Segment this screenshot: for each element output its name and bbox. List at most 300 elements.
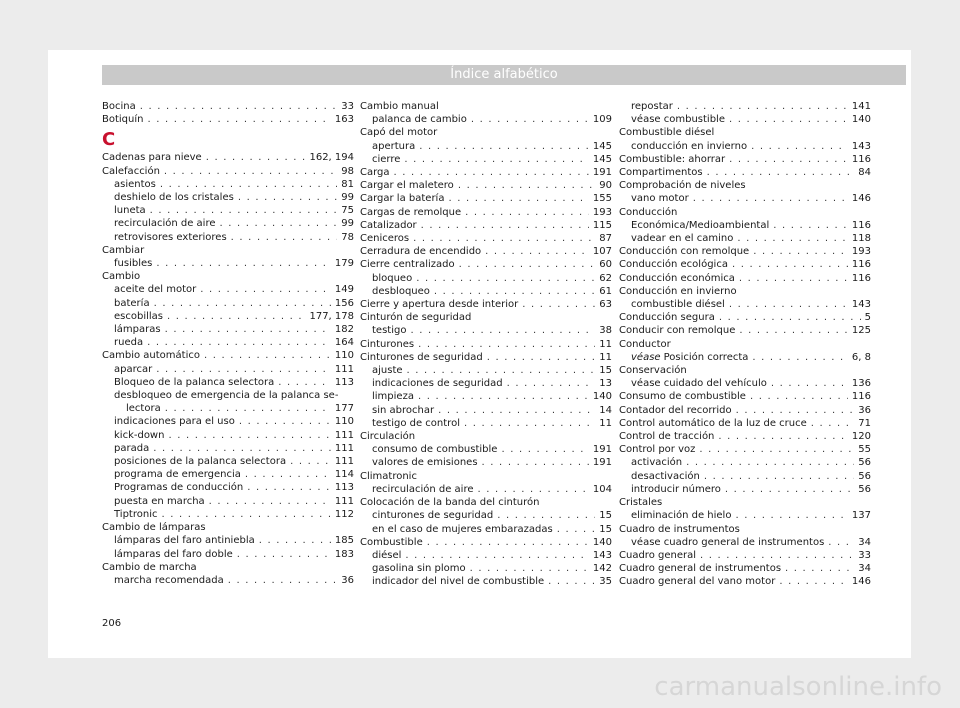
index-entry bbox=[102, 415, 354, 428]
index-term bbox=[372, 153, 400, 166]
index-term bbox=[372, 390, 414, 403]
dot-leader bbox=[773, 219, 848, 232]
index-term-text: gasolina sin plomo bbox=[372, 563, 466, 575]
index-page-ref: 116 bbox=[851, 259, 871, 271]
index-entry bbox=[102, 165, 354, 178]
index-entry bbox=[102, 100, 354, 113]
dot-leader bbox=[458, 179, 595, 192]
index-term bbox=[372, 364, 403, 377]
section-header: Índice alfabético bbox=[102, 65, 906, 85]
index-term bbox=[114, 548, 233, 561]
index-entry bbox=[360, 298, 612, 311]
index-term bbox=[631, 219, 769, 232]
index-term bbox=[114, 283, 196, 296]
dot-leader bbox=[725, 483, 854, 496]
dot-leader bbox=[228, 574, 338, 587]
index-term bbox=[360, 338, 414, 351]
index-entry bbox=[102, 204, 354, 217]
index-term bbox=[360, 206, 461, 219]
index-column-1 bbox=[102, 100, 354, 587]
index-term bbox=[114, 204, 146, 217]
index-term bbox=[619, 258, 728, 271]
index-term-text: lámparas del faro antiniebla bbox=[114, 535, 255, 547]
index-entry bbox=[360, 536, 612, 549]
index-term bbox=[619, 404, 732, 417]
index-term-text: Ceniceros bbox=[360, 233, 410, 245]
dot-leader bbox=[206, 151, 306, 164]
index-term bbox=[619, 311, 715, 324]
index-page-ref: 11 bbox=[599, 351, 612, 363]
index-entry bbox=[360, 523, 612, 536]
index-page-ref: 81 bbox=[341, 178, 354, 190]
index-entry bbox=[102, 468, 354, 481]
dot-leader bbox=[729, 153, 848, 166]
index-term-text: luneta bbox=[114, 205, 146, 217]
dot-leader bbox=[237, 548, 331, 561]
index-term-text: programa de emergencia bbox=[114, 469, 241, 481]
index-term-text: Tiptronic bbox=[114, 508, 158, 520]
index-term-text: diésel bbox=[372, 549, 402, 561]
index-term-text: Cerradura de encendido bbox=[360, 246, 482, 258]
index-term-text: lectora bbox=[126, 403, 161, 415]
index-term bbox=[631, 100, 673, 113]
index-group-heading: Combustible diésel bbox=[619, 127, 715, 139]
index-entry bbox=[619, 272, 871, 285]
index-entry bbox=[102, 455, 354, 468]
index-page-ref: 179 bbox=[334, 258, 354, 270]
index-page-ref: 162, 194 bbox=[309, 152, 354, 164]
dot-leader bbox=[150, 204, 338, 217]
index-term-text: Control de tracción bbox=[619, 431, 715, 443]
index-page-ref: 60 bbox=[599, 259, 612, 271]
index-entry bbox=[619, 430, 871, 443]
index-entry bbox=[619, 311, 871, 324]
dot-leader bbox=[418, 338, 595, 351]
dot-leader bbox=[482, 456, 589, 469]
index-term bbox=[114, 257, 152, 270]
index-term bbox=[360, 258, 455, 271]
index-term-text: Conducción segura bbox=[619, 312, 715, 324]
index-group-heading: Conservación bbox=[619, 365, 687, 377]
index-term-text: Programas de conducción bbox=[114, 482, 244, 494]
index-page-ref: 143 bbox=[851, 299, 871, 311]
index-term bbox=[114, 363, 152, 376]
index-page-ref: 99 bbox=[341, 192, 354, 204]
index-group-heading: Cinturón de seguridad bbox=[360, 312, 472, 324]
index-page-ref: 191 bbox=[592, 444, 612, 456]
dot-leader bbox=[828, 536, 854, 549]
index-term bbox=[619, 417, 807, 430]
dot-leader bbox=[245, 468, 331, 481]
index-entry bbox=[619, 153, 871, 166]
index-entry bbox=[619, 324, 871, 337]
index-entry bbox=[102, 113, 354, 126]
index-term bbox=[360, 245, 481, 258]
dot-leader bbox=[811, 417, 854, 430]
dot-leader bbox=[247, 481, 331, 494]
index-term-text: Control automático de la luz de cruce bbox=[619, 417, 807, 429]
index-page-ref: 191 bbox=[592, 457, 612, 469]
index-page-ref: 62 bbox=[599, 272, 612, 284]
manual-page bbox=[48, 50, 911, 658]
index-term-text: Consumo de combustible bbox=[619, 391, 746, 403]
index-term bbox=[372, 377, 503, 390]
dot-leader bbox=[231, 231, 338, 244]
dot-leader bbox=[686, 456, 854, 469]
index-term-text: Bocina bbox=[102, 101, 136, 112]
index-page-ref: 116 bbox=[851, 272, 871, 284]
index-group-heading: Cambio de lámparas bbox=[102, 522, 206, 534]
index-entry bbox=[360, 219, 612, 232]
index-term-text: Combustible: ahorrar bbox=[619, 153, 726, 165]
index-term-text: bloqueo bbox=[372, 272, 413, 284]
index-term bbox=[114, 442, 149, 455]
index-entry bbox=[619, 298, 871, 311]
index-page-ref: 146 bbox=[851, 193, 871, 205]
index-page-ref: 140 bbox=[851, 114, 871, 126]
index-page-ref: 145 bbox=[592, 153, 612, 165]
index-term bbox=[619, 562, 781, 575]
index-entry bbox=[360, 166, 612, 179]
index-term-text: Control por voz bbox=[619, 444, 696, 456]
index-entry bbox=[360, 509, 612, 522]
dot-leader bbox=[739, 272, 848, 285]
dot-leader bbox=[739, 324, 848, 337]
index-term bbox=[619, 430, 714, 443]
index-page-ref: 33 bbox=[341, 101, 354, 112]
index-term-text: Cargas de remolque bbox=[360, 206, 462, 218]
index-term bbox=[114, 323, 161, 336]
index-term-text: testigo de control bbox=[372, 417, 460, 429]
dot-leader bbox=[459, 258, 596, 271]
index-term-text: Conducción ecológica bbox=[619, 259, 728, 271]
index-entry bbox=[102, 534, 354, 547]
dot-leader bbox=[160, 178, 337, 191]
index-entry bbox=[102, 178, 354, 191]
index-term-text: indicaciones para el uso bbox=[114, 416, 235, 428]
dot-leader bbox=[735, 509, 847, 522]
index-entry bbox=[360, 338, 612, 351]
index-term bbox=[619, 166, 703, 179]
index-page-ref: 6, 8 bbox=[851, 351, 871, 363]
index-page-ref: 140 bbox=[592, 536, 612, 548]
index-entry bbox=[619, 245, 871, 258]
index-entry bbox=[360, 562, 612, 575]
index-term bbox=[372, 324, 406, 337]
index-term-text: Combustible bbox=[360, 536, 423, 548]
index-term bbox=[114, 534, 255, 547]
index-entry bbox=[360, 324, 612, 337]
index-entry bbox=[360, 245, 612, 258]
index-term bbox=[619, 549, 696, 562]
index-term-text: parada bbox=[114, 442, 150, 454]
index-term-text: cinturones de seguridad bbox=[372, 510, 494, 522]
index-entry bbox=[619, 377, 871, 390]
dot-leader bbox=[204, 349, 331, 362]
index-term bbox=[619, 272, 735, 285]
index-group-heading: Capó del motor bbox=[360, 127, 438, 139]
index-entry bbox=[102, 481, 354, 494]
index-page-ref: 56 bbox=[858, 457, 871, 469]
dot-leader bbox=[507, 377, 596, 390]
index-page-ref: 118 bbox=[851, 233, 871, 245]
index-entry bbox=[619, 390, 871, 403]
index-term-text: vano motor bbox=[631, 193, 689, 205]
index-term-text: Bloqueo de la palanca selectora bbox=[114, 376, 275, 388]
index-group-heading: Colocación de la banda del cinturón bbox=[360, 497, 540, 509]
index-entry bbox=[360, 179, 612, 192]
index-entry bbox=[619, 562, 871, 575]
index-term-text: Contador del recorrido bbox=[619, 404, 732, 416]
index-term bbox=[102, 113, 143, 126]
index-page-ref: 191 bbox=[592, 167, 612, 179]
dot-leader bbox=[718, 430, 848, 443]
index-page-ref: 163 bbox=[334, 114, 354, 126]
index-term-text: asientos bbox=[114, 178, 156, 190]
index-term-text: introducir número bbox=[631, 483, 721, 495]
index-group-heading: Cambiar bbox=[102, 244, 145, 256]
index-entry bbox=[360, 258, 612, 271]
index-page-ref: 36 bbox=[858, 404, 871, 416]
index-term bbox=[114, 178, 156, 191]
dot-leader bbox=[448, 192, 588, 205]
index-term bbox=[619, 245, 749, 258]
index-page-ref: 156 bbox=[334, 297, 354, 309]
dot-leader bbox=[147, 113, 330, 126]
index-term bbox=[631, 470, 700, 483]
index-term bbox=[619, 390, 746, 403]
index-term bbox=[360, 351, 483, 364]
index-entry bbox=[619, 470, 871, 483]
index-page-ref: 110 bbox=[334, 350, 354, 362]
index-group-heading: Conducción bbox=[619, 206, 678, 218]
index-term bbox=[102, 349, 200, 362]
index-term bbox=[631, 232, 733, 245]
index-page-ref: 146 bbox=[851, 576, 871, 588]
index-term-text: Cuadro general de instrumentos bbox=[619, 563, 782, 575]
index-page-ref: 109 bbox=[592, 114, 612, 126]
index-entry bbox=[102, 217, 354, 230]
index-term-text: Carga bbox=[360, 167, 390, 179]
index-page-ref: 90 bbox=[599, 180, 612, 192]
index-term-text: recirculación de aire bbox=[372, 483, 474, 495]
index-group-heading: Conductor bbox=[619, 338, 671, 350]
index-page-ref: 193 bbox=[851, 246, 871, 258]
index-entry bbox=[360, 417, 612, 430]
index-term-text: Cambio automático bbox=[102, 350, 200, 362]
index-entry bbox=[360, 351, 612, 364]
index-entry bbox=[619, 192, 871, 205]
index-page-ref: 34 bbox=[858, 563, 871, 575]
dot-leader bbox=[470, 562, 589, 575]
index-page-ref: 61 bbox=[599, 285, 612, 297]
index-page-ref: 145 bbox=[592, 140, 612, 152]
index-term-text: activación bbox=[631, 457, 683, 469]
index-term-text: lámparas bbox=[114, 324, 161, 336]
index-group-heading: Conducción en invierno bbox=[619, 285, 737, 297]
dot-leader bbox=[167, 310, 305, 323]
index-page-ref: 38 bbox=[599, 325, 612, 337]
index-term-text: apertura bbox=[372, 140, 416, 152]
index-entry bbox=[102, 297, 354, 310]
index-term bbox=[631, 113, 725, 126]
index-term bbox=[114, 508, 157, 521]
dot-leader bbox=[410, 324, 595, 337]
dot-leader bbox=[153, 442, 331, 455]
index-term-text: Cierre centralizado bbox=[360, 259, 455, 271]
index-entry bbox=[360, 377, 612, 390]
index-entry bbox=[102, 574, 354, 587]
index-page-ref: 15 bbox=[599, 510, 612, 522]
index-term-text: cierre bbox=[372, 153, 401, 165]
index-entry bbox=[102, 376, 354, 389]
dot-leader bbox=[736, 404, 855, 417]
index-term bbox=[114, 574, 224, 587]
index-page-ref: 36 bbox=[341, 574, 354, 586]
index-entry bbox=[619, 113, 871, 126]
dot-leader bbox=[704, 470, 854, 483]
index-page-ref: 56 bbox=[858, 470, 871, 482]
index-entry bbox=[619, 549, 871, 562]
index-page-ref: 149 bbox=[334, 284, 354, 296]
index-term bbox=[114, 468, 241, 481]
dot-leader bbox=[729, 298, 848, 311]
index-page-ref: 33 bbox=[858, 549, 871, 561]
index-entry bbox=[360, 575, 612, 588]
index-term bbox=[102, 151, 202, 164]
index-entry bbox=[360, 443, 612, 456]
index-term-text: Cargar el maletero bbox=[360, 180, 454, 192]
index-term-text: aceite del motor bbox=[114, 284, 197, 296]
index-term bbox=[114, 310, 163, 323]
index-page-ref: 115 bbox=[592, 219, 612, 231]
index-term-text: combustible diésel bbox=[631, 299, 725, 311]
index-entry bbox=[102, 349, 354, 362]
index-page-ref: 13 bbox=[599, 378, 612, 390]
index-term-text: Cuadro general bbox=[619, 549, 696, 561]
dot-leader bbox=[557, 523, 596, 536]
index-page-ref: 111 bbox=[334, 456, 354, 468]
index-term-text: desactivación bbox=[631, 470, 700, 482]
index-term-text: Cierre y apertura desde interior bbox=[360, 299, 519, 311]
index-page-ref: 182 bbox=[334, 324, 354, 336]
index-entry bbox=[360, 404, 612, 417]
index-entry bbox=[619, 258, 871, 271]
index-term-text: eliminación de hielo bbox=[631, 510, 732, 522]
index-column-3 bbox=[619, 100, 871, 589]
dot-leader bbox=[421, 219, 589, 232]
index-term bbox=[631, 483, 721, 496]
page-number: 206 bbox=[102, 618, 122, 629]
dot-leader bbox=[677, 100, 848, 113]
index-term bbox=[372, 140, 415, 153]
index-page-ref: 136 bbox=[851, 378, 871, 390]
dot-leader bbox=[464, 417, 595, 430]
index-term bbox=[631, 351, 748, 364]
index-term-text: véase cuidado del vehículo bbox=[631, 378, 767, 390]
index-term bbox=[372, 404, 434, 417]
index-entry bbox=[619, 232, 871, 245]
dot-leader bbox=[147, 336, 331, 349]
index-page-ref: 143 bbox=[592, 549, 612, 561]
dot-leader bbox=[753, 245, 848, 258]
index-page-ref: 84 bbox=[858, 167, 871, 179]
index-page-ref: 116 bbox=[851, 391, 871, 403]
index-entry bbox=[102, 323, 354, 336]
index-term-text: batería bbox=[114, 297, 150, 309]
index-term-text: Conducción económica bbox=[619, 272, 735, 284]
index-entry bbox=[102, 310, 354, 323]
dot-leader bbox=[771, 377, 848, 390]
index-entry bbox=[619, 483, 871, 496]
index-group-heading: Circulación bbox=[360, 431, 416, 443]
dot-leader bbox=[751, 140, 848, 153]
index-entry bbox=[619, 166, 871, 179]
dot-leader bbox=[779, 575, 848, 588]
index-page-ref: 98 bbox=[341, 165, 354, 177]
dot-leader bbox=[404, 153, 588, 166]
index-term bbox=[619, 153, 725, 166]
index-term bbox=[631, 509, 731, 522]
index-entry bbox=[102, 495, 354, 508]
index-term-text: véase combustible bbox=[631, 114, 725, 126]
dot-leader bbox=[719, 311, 861, 324]
index-term-text: indicador del nivel de combustible bbox=[372, 576, 545, 588]
index-page-ref: 113 bbox=[334, 482, 354, 494]
index-term bbox=[619, 575, 775, 588]
index-group-heading: Cambio bbox=[102, 271, 141, 283]
index-term-text: Conducción con remolque bbox=[619, 246, 750, 258]
dot-leader bbox=[156, 257, 331, 270]
index-entry bbox=[360, 113, 612, 126]
index-term-text: posiciones de la palanca selectora bbox=[114, 456, 287, 468]
dot-leader bbox=[752, 351, 848, 364]
index-entry bbox=[360, 456, 612, 469]
index-page-ref: 55 bbox=[858, 444, 871, 456]
dot-leader bbox=[209, 495, 331, 508]
index-term bbox=[102, 100, 136, 113]
index-entry bbox=[102, 336, 354, 349]
index-page-ref: 11 bbox=[599, 338, 612, 350]
index-entry bbox=[619, 443, 871, 456]
index-term-text: lámparas del faro doble bbox=[114, 548, 233, 560]
index-entry bbox=[619, 404, 871, 417]
index-entry bbox=[619, 509, 871, 522]
dot-leader bbox=[419, 140, 589, 153]
index-term bbox=[360, 219, 417, 232]
index-page-ref: 185 bbox=[334, 535, 354, 547]
index-term-text: retrovisores exteriores bbox=[114, 231, 227, 243]
index-group-heading: desbloqueo de emergencia de la palanca se- bbox=[114, 390, 339, 402]
dot-leader bbox=[140, 100, 338, 113]
index-page-ref: 142 bbox=[592, 563, 612, 575]
index-term bbox=[360, 192, 444, 205]
index-term-text: consumo de combustible bbox=[372, 444, 498, 456]
index-term-text: Botiquín bbox=[102, 114, 144, 126]
dot-leader bbox=[405, 549, 588, 562]
index-term-text: limpieza bbox=[372, 391, 414, 403]
index-group-heading: Cristales bbox=[619, 497, 663, 509]
index-entry bbox=[619, 140, 871, 153]
index-page-ref: 143 bbox=[851, 140, 871, 152]
index-term-text: aparcar bbox=[114, 363, 153, 375]
index-term-text: Cinturones de seguridad bbox=[360, 351, 483, 363]
index-term bbox=[360, 536, 423, 549]
index-column-2 bbox=[360, 100, 612, 589]
index-term-text: Cargar la batería bbox=[360, 193, 445, 205]
index-term-text: Conducir con remolque bbox=[619, 325, 736, 337]
index-term bbox=[114, 336, 143, 349]
